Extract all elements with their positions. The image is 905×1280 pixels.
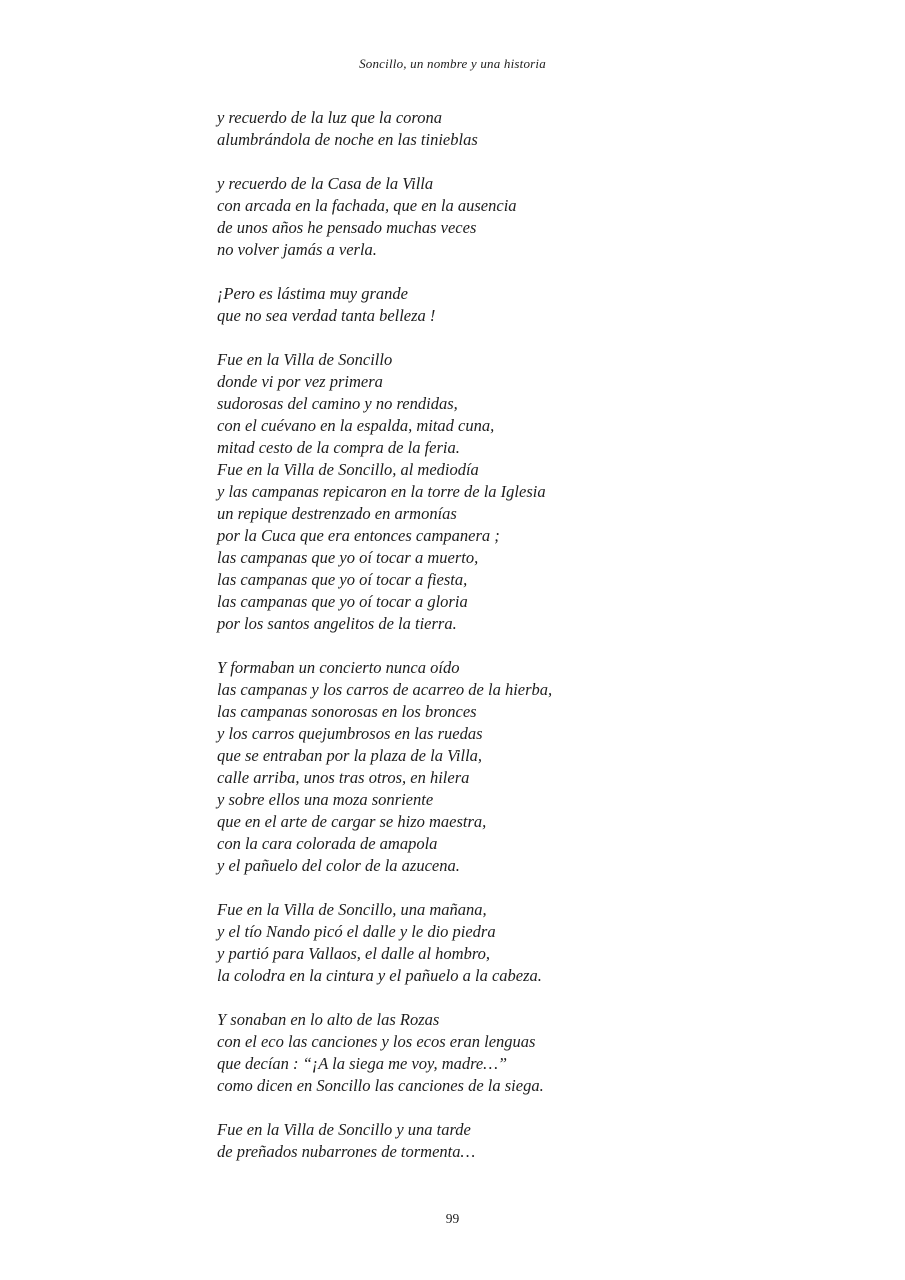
poem-line: un repique destrenzado en armonías <box>217 504 457 523</box>
poem-line: las campanas y los carros de acarreo de la hierba, <box>217 680 553 699</box>
poem-stanza <box>217 107 817 151</box>
poem-line: Fue en la Villa de Soncillo <box>217 350 393 369</box>
poem-stanza <box>217 1119 817 1163</box>
poem-line: Y formaban un concierto nunca oído <box>217 658 460 677</box>
poem-stanza <box>217 899 817 987</box>
poem-line: Fue en la Villa de Soncillo, una mañana, <box>217 900 487 919</box>
poem-line: las campanas que yo oí tocar a muerto, <box>217 548 479 567</box>
running-header: Soncillo, un nombre y una historia <box>359 56 546 71</box>
poem-line: con el cuévano en la espalda, mitad cuna, <box>217 416 495 435</box>
poem-line: no volver jamás a verla. <box>217 240 377 259</box>
poem-line: que decían : “¡A la siega me voy, madre…” <box>217 1054 508 1073</box>
poem-line: y los carros quejumbrosos en las ruedas <box>217 724 483 743</box>
poem-line: y sobre ellos una moza sonriente <box>217 790 434 809</box>
poem-stanza <box>217 349 817 635</box>
poem-line: con arcada en la fachada, que en la ausencia <box>217 196 517 215</box>
poem-line: ¡Pero es lástima muy grande <box>217 284 408 303</box>
page-number: 99 <box>445 1211 460 1226</box>
poem-line: que en el arte de cargar se hizo maestra, <box>217 812 487 831</box>
poem <box>217 107 817 1185</box>
poem-line: por la Cuca que era entonces campanera ; <box>217 526 500 545</box>
poem-line: las campanas que yo oí tocar a fiesta, <box>217 570 468 589</box>
poem-line: calle arriba, unos tras otros, en hilera <box>217 768 470 787</box>
poem-line: por los santos angelitos de la tierra. <box>217 614 457 633</box>
poem-line: de unos años he pensado muchas veces <box>217 218 477 237</box>
poem-line: y el tío Nando picó el dalle y le dio piedra <box>217 922 496 941</box>
poem-line: como dicen en Soncillo las canciones de la siega. <box>217 1076 544 1095</box>
poem-stanza <box>217 1009 817 1097</box>
poem-line: y las campanas repicaron en la torre de la Iglesia <box>217 482 546 501</box>
poem-line: y partió para Vallaos, el dalle al hombro, <box>217 944 491 963</box>
poem-line: las campanas que yo oí tocar a gloria <box>217 592 468 611</box>
poem-line: y recuerdo de la luz que la corona <box>217 108 442 127</box>
poem-line: mitad cesto de la compra de la feria. <box>217 438 460 457</box>
poem-line: y recuerdo de la Casa de la Villa <box>217 174 434 193</box>
poem-line: alumbrándola de noche en las tinieblas <box>217 130 478 149</box>
poem-line: que se entraban por la plaza de la Villa, <box>217 746 483 765</box>
poem-line: Fue en la Villa de Soncillo y una tarde <box>217 1120 471 1139</box>
poem-line: y el pañuelo del color de la azucena. <box>217 856 460 875</box>
poem-line: sudorosas del camino y no rendidas, <box>217 394 458 413</box>
poem-line: de preñados nubarrones de tormenta… <box>217 1142 476 1161</box>
poem-line: las campanas sonorosas en los bronces <box>217 702 477 721</box>
poem-line: con la cara colorada de amapola <box>217 834 438 853</box>
poem-stanza <box>217 657 817 877</box>
poem-stanza <box>217 173 817 261</box>
poem-line: donde vi por vez primera <box>217 372 383 391</box>
poem-line: con el eco las canciones y los ecos eran lenguas <box>217 1032 536 1051</box>
poem-line: Fue en la Villa de Soncillo, al mediodía <box>217 460 479 479</box>
poem-line: que no sea verdad tanta belleza ! <box>217 306 436 325</box>
poem-line: Y sonaban en lo alto de las Rozas <box>217 1010 440 1029</box>
poem-line: la colodra en la cintura y el pañuelo a la cabeza. <box>217 966 542 985</box>
poem-stanza <box>217 283 817 327</box>
